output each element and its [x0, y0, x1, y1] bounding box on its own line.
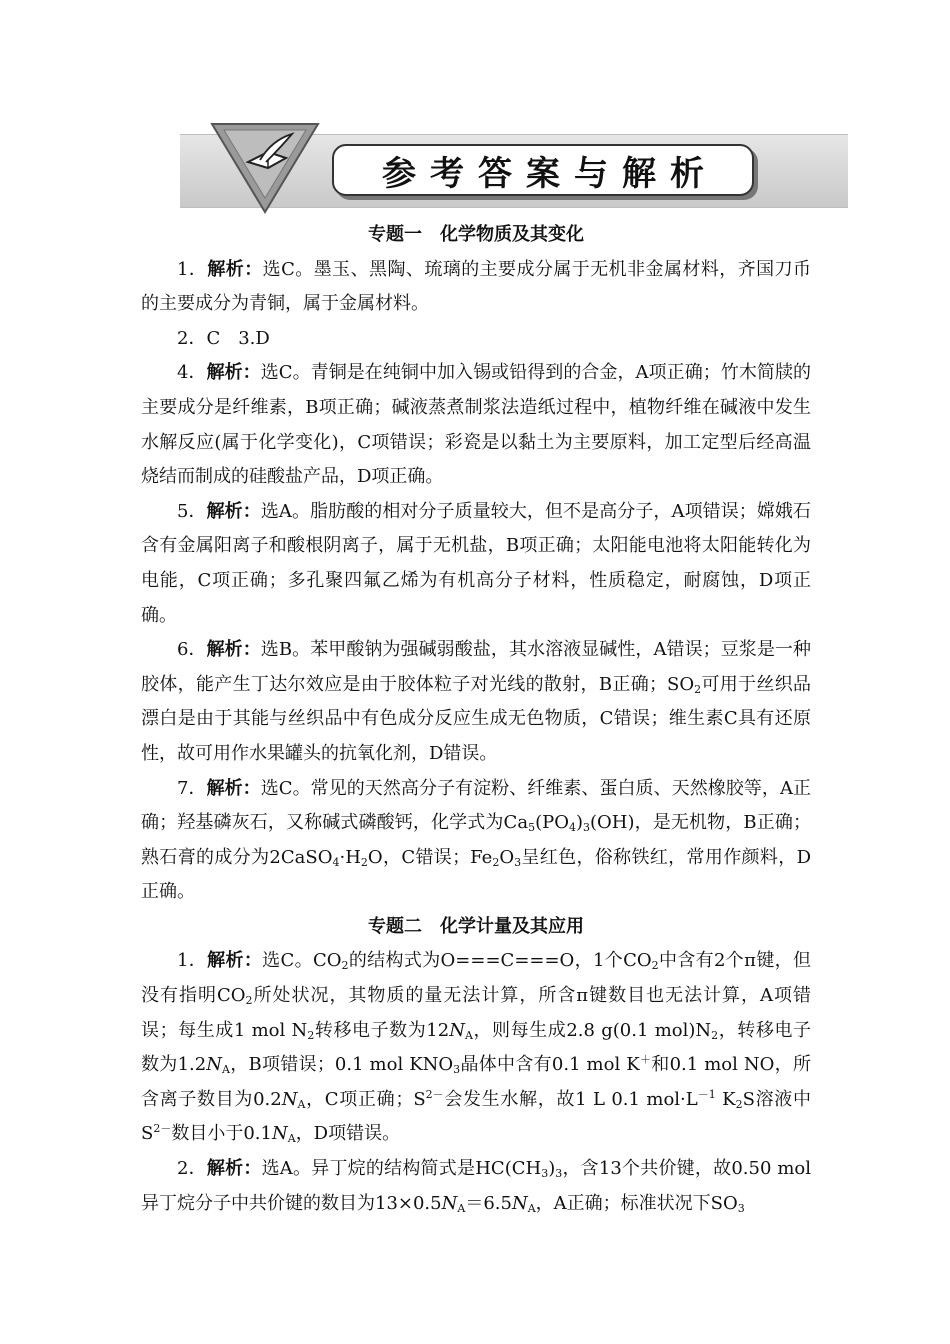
answer-item: 1．解析：选C。$CO_2$的结构式为O===C===O，1个$CO_2$中含有2个π键，但没有指明$CO_2$所处状况，其物质的量无法计算，所含π键数目也无法计算，A项错误；每生成1 mol $N_2$转移电子数为$12N_A$，则每生成2.8 g(0.1 $mol)N_2$，转移电子数为$1.2N_A$，B项错误；0.1 mol $KNO_3$晶体中含有0.1 mol K＋和0.1 mol NO，所含离子数目为$0.2N_A$，C项正确；$S^{2-}$会发生水解，故1 L 0.1 $mol\cdot L^{-1}$ $K_2S$溶液中$S^{2-}$数目小于$0.1N_A$，D项错误。 — [141, 950, 812, 1146]
answer-item: 5．解析：选A。脂肪酸的相对分子质量较大，但不是高分子，A项错误；嫦娥石含有金属阳离子和酸根阴离子，属于无机盐，B项正确；太阳能电池将太阳能转化为电能，C项正确；多孔聚四氟乙烯为有机高分子材料，性质稳定，耐腐蚀，D项正确。 — [141, 500, 812, 626]
title-box — [332, 144, 754, 196]
answer-item: 2．C 3.D — [177, 327, 270, 349]
answer-item: 4．解析：选C。青铜是在纯铜中加入锡或铅得到的合金，A项正确；竹木简牍的主要成分是纤维素，B项正确；碱液蒸煮制浆法造纸过程中，植物纤维在碱液中发生水解反应(属于化学变化)，C项错误；彩瓷是以黏土为主要原料，加工定型后经高温烧结而制成的硅酸盐产品，D项正确。 — [141, 362, 812, 488]
answer-item: 2．解析：选A。异丁烷的结构简式是$HC(CH_3)_3$，含13个共价键，故0.50 mol异丁烷分子中共价键的数目为$13\times 0.5N_A=6.5N_A$，A正确；标准状况下$SO_3$ — [141, 1158, 812, 1215]
section-heading-1: 专题一 化学物质及其变化 — [368, 224, 584, 245]
answer-banner — [180, 122, 850, 214]
answer-item: 1．解析：选C。墨玉、黑陶、琉璃的主要成分属于无机非金属材料，齐国刀币的主要成分为青铜，属于金属材料。 — [141, 258, 812, 315]
quill-book-icon — [210, 122, 320, 214]
section-heading-2: 专题二 化学计量及其应用 — [368, 915, 584, 937]
page-title: 参考答案与解析 — [382, 153, 718, 194]
answer-content — [141, 218, 811, 1221]
answer-item: 6．解析：选B。苯甲酸钠为强碱弱酸盐，其水溶液显碱性，A错误；豆浆是一种胶体，能产生丁达尔效应是由于胶体粒子对光线的散射，B正确；$SO_2$可用于丝织品漂白是由于其能与丝织品中有色成分反应生成无色物质，C错误；维生素C具有还原性，故可用作水果罐头的抗氧化剂，D错误。 — [141, 639, 812, 764]
answer-item: 7．解析：选C。常见的天然高分子有淀粉、纤维素、蛋白质、天然橡胶等，A正确；羟基磷灰石，又称碱式磷酸钙，化学式为$Ca_5(PO_4)_3(OH)$，是无机物，B正确；熟石膏的成分为$2CaSO_4\cdot H_2O$，C错误；$Fe_2O_3$呈红色，俗称铁红，常用作颜料，D正确。 — [141, 777, 812, 903]
